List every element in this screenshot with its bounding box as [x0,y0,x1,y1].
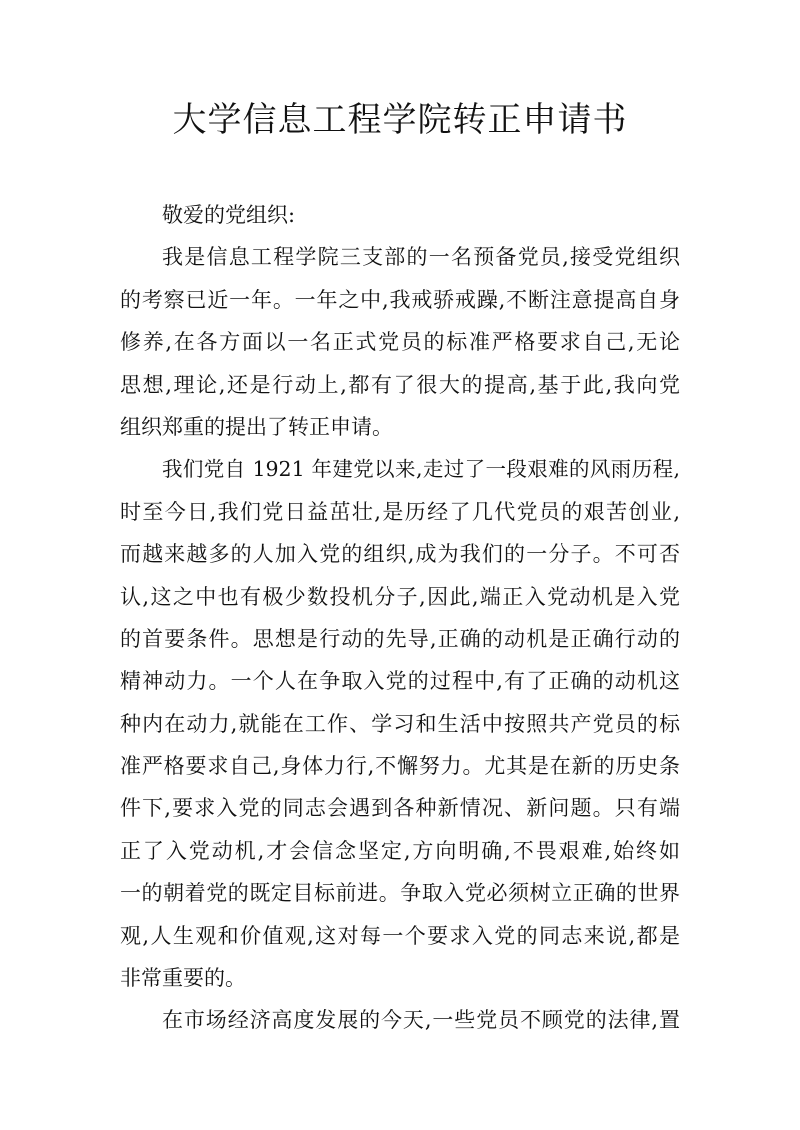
paragraph-line: 我们党自 1921 年建党以来,走过了一段艰难的风雨历程, [162,457,680,482]
paragraph-line: 而越来越多的人加入党的组织,成为我们的一分子。不可否 [120,542,680,567]
paragraph-line: 在市场经济高度发展的今天,一些党员不顾党的法律,置 [162,1008,680,1033]
document-title: 大学信息工程学院转正申请书 [172,100,628,140]
paragraph-line: 一的朝着党的既定目标前进。争取入党必须树立正确的世界 [120,881,680,906]
paragraph-line: 正了入党动机,才会信念坚定,方向明确,不畏艰难,始终如 [120,838,680,863]
paragraph-line: 修养,在各方面以一名正式党员的标准严格要求自己,无论 [120,330,680,355]
paragraph-line: 件下,要求入党的同志会遇到各种新情况、新问题。只有端 [120,796,680,821]
greeting-line: 敬爱的党组织: [162,203,296,227]
paragraph-line: 的考察已近一年。一年之中,我戒骄戒躁,不断注意提高自身 [120,287,680,312]
paragraph-line: 认,这之中也有极少数投机分子,因此,端正入党动机是入党 [120,584,680,609]
paragraph-line: 组织郑重的提出了转正申请。 [120,414,393,439]
paragraph-line: 的首要条件。思想是行动的先导,正确的动机是正确行动的 [120,626,680,651]
paragraph-line: 观,人生观和价值观,这对每一个要求入党的同志来说,都是 [120,923,680,948]
paragraph-line: 思想,理论,还是行动上,都有了很大的提高,基于此,我向党 [120,372,680,397]
paragraph-line: 准严格要求自己,身体力行,不懈努力。尤其是在新的历史条 [120,754,680,779]
paragraph-line: 精神动力。一个人在争取入党的过程中,有了正确的动机这 [120,669,680,694]
document-body [120,194,680,1042]
paragraph-line: 我是信息工程学院三支部的一名预备党员,接受党组织 [162,245,680,270]
paragraph-line: 时至今日,我们党日益茁壮,是历经了几代党员的艰苦创业, [120,499,680,524]
paragraph-line: 非常重要的。 [120,966,246,991]
paragraph-line: 种内在动力,就能在工作、学习和生活中按照共产党员的标 [120,711,680,736]
